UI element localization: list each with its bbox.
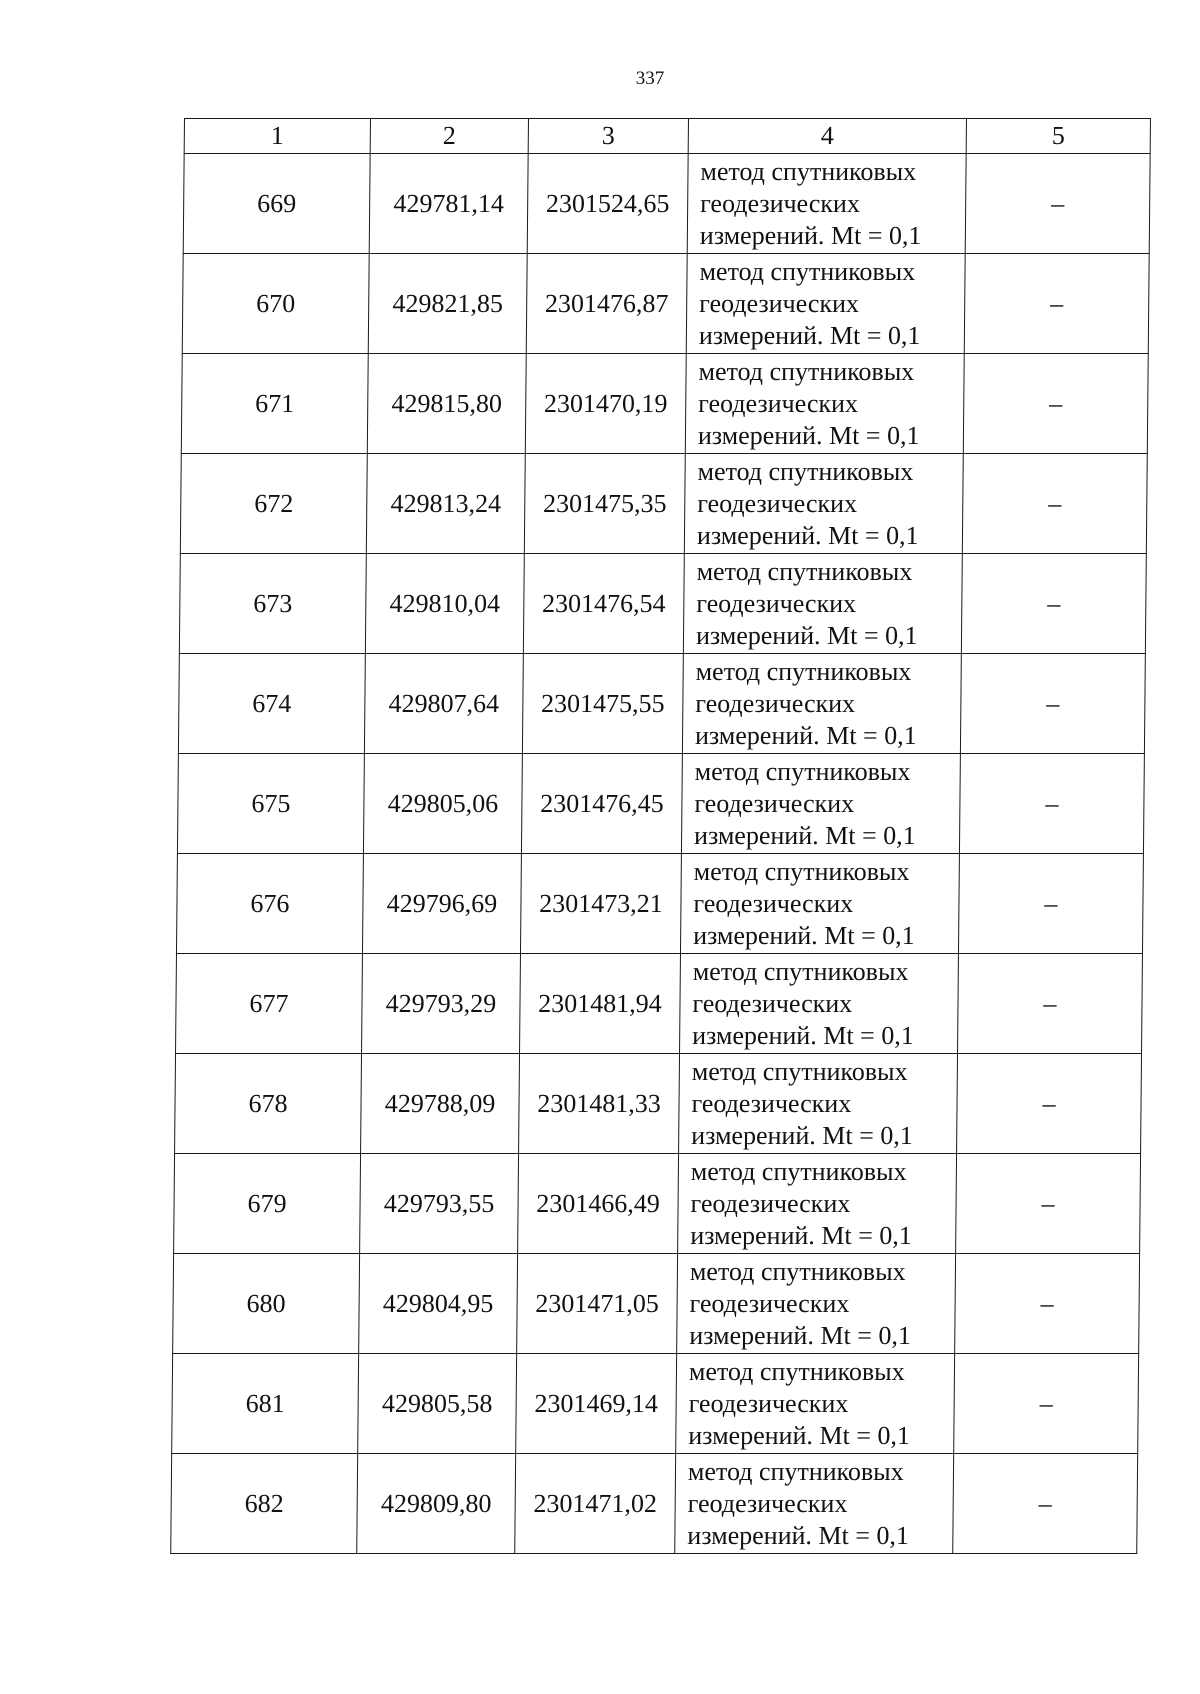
point-number-cell: 678 (175, 1054, 362, 1154)
note-cell: – (960, 654, 1145, 754)
method-text-line: измерений. Mt = 0,1 (688, 1420, 911, 1450)
method-text-line: геодезических (696, 588, 857, 618)
header-col-5: 5 (966, 119, 1150, 154)
table-row (182, 254, 1149, 354)
y-coordinate-cell: 2301476,87 (526, 254, 687, 354)
method-cell (687, 154, 966, 254)
x-coordinate-cell: 429809,80 (357, 1454, 516, 1554)
x-coordinate-cell: 429805,58 (358, 1354, 517, 1454)
method-text-line: геодезических (689, 1288, 850, 1318)
y-coordinate-cell: 2301481,94 (520, 954, 681, 1054)
method-text-line: геодезических (690, 1188, 851, 1218)
method-text-line: метод спутниковых (695, 656, 912, 686)
method-text-line: метод спутниковых (688, 1356, 905, 1386)
x-coordinate-cell: 429810,04 (365, 554, 524, 654)
method-text-line: измерений. Mt = 0,1 (698, 320, 921, 350)
method-text-line: метод спутниковых (687, 1456, 904, 1486)
method-text-line: метод спутниковых (699, 256, 916, 286)
point-number-cell: 680 (173, 1254, 360, 1354)
table-row (176, 954, 1143, 1054)
x-coordinate-cell: 429796,69 (362, 854, 521, 954)
method-cell (681, 754, 960, 854)
point-number-cell: 676 (176, 854, 363, 954)
method-text-line: геодезических (693, 888, 854, 918)
method-text-line: метод спутниковых (690, 1156, 907, 1186)
method-text-line: измерений. Mt = 0,1 (692, 1020, 914, 1050)
table-row (172, 1354, 1139, 1454)
note-cell: – (954, 1354, 1139, 1454)
method-text-line: измерений. Mt = 0,1 (696, 520, 919, 550)
note-cell: – (961, 554, 1146, 654)
x-coordinate-cell: 429821,85 (368, 254, 527, 354)
method-text-line: измерений. Mt = 0,1 (693, 820, 916, 850)
method-text-line: измерений. Mt = 0,1 (687, 1520, 910, 1550)
header-col-4: 4 (688, 119, 966, 154)
note-cell: – (962, 454, 1147, 554)
note-cell: – (955, 1254, 1140, 1354)
point-number-cell: 682 (171, 1454, 358, 1554)
y-coordinate-cell: 2301524,65 (527, 154, 688, 254)
method-cell (680, 854, 959, 954)
table-row (173, 1254, 1140, 1354)
x-coordinate-cell: 429788,09 (361, 1054, 520, 1154)
x-coordinate-cell: 429781,14 (369, 154, 528, 254)
y-coordinate-cell: 2301481,33 (519, 1054, 680, 1154)
method-text-line: измерений. Mt = 0,1 (694, 720, 917, 750)
note-cell: – (953, 1454, 1138, 1554)
table-row (183, 154, 1150, 254)
note-cell: – (958, 854, 1143, 954)
method-cell (675, 1454, 954, 1554)
method-text-line: измерений. Mt = 0,1 (695, 620, 918, 650)
method-text-line: геодезических (691, 1088, 852, 1118)
point-number-cell: 674 (178, 654, 365, 754)
method-text-line: геодезических (687, 1488, 848, 1518)
method-text-line: геодезических (692, 988, 853, 1018)
method-text-line: измерений. Mt = 0,1 (699, 220, 922, 250)
y-coordinate-cell: 2301473,21 (520, 854, 681, 954)
method-text-line: метод спутниковых (692, 956, 909, 986)
y-coordinate-cell: 2301470,19 (525, 354, 686, 454)
method-cell (679, 1054, 958, 1154)
header-col-3: 3 (528, 119, 688, 154)
method-cell (677, 1254, 956, 1354)
point-number-cell: 673 (179, 554, 366, 654)
note-cell: – (958, 954, 1143, 1054)
table-row (179, 554, 1146, 654)
y-coordinate-cell: 2301466,49 (518, 1154, 679, 1254)
method-text-line: геодезических (694, 788, 855, 818)
header-row (184, 119, 1150, 154)
point-number-cell: 681 (172, 1354, 359, 1454)
note-cell: – (965, 154, 1150, 254)
method-text-line: измерений. Mt = 0,1 (691, 1120, 913, 1150)
point-number-cell: 675 (177, 754, 364, 854)
method-cell (680, 954, 959, 1054)
note-cell: – (964, 254, 1149, 354)
method-text-line: измерений. Mt = 0,1 (697, 420, 920, 450)
method-text-line: геодезических (695, 688, 856, 718)
method-cell (676, 1354, 955, 1454)
method-cell (685, 354, 964, 454)
method-text-line: метод спутниковых (693, 856, 910, 886)
method-text-line: измерений. Mt = 0,1 (690, 1220, 913, 1250)
note-cell: – (963, 354, 1148, 454)
table-row (175, 1054, 1142, 1154)
method-text-line: геодезических (700, 188, 861, 218)
method-text-line: измерений. Mt = 0,1 (693, 920, 915, 950)
x-coordinate-cell: 429813,24 (366, 454, 525, 554)
table-row (181, 354, 1148, 454)
table-row (177, 754, 1144, 854)
table-row (171, 1454, 1138, 1554)
header-col-2: 2 (370, 119, 528, 154)
y-coordinate-cell: 2301471,05 (517, 1254, 678, 1354)
x-coordinate-cell: 429793,55 (360, 1154, 519, 1254)
method-text-line: метод спутниковых (697, 456, 914, 486)
x-coordinate-cell: 429805,06 (363, 754, 522, 854)
table-row (178, 654, 1145, 754)
coordinates-table (170, 118, 1151, 1554)
table-row (174, 1154, 1141, 1254)
method-text-line: геодезических (699, 288, 860, 318)
note-cell: – (957, 1054, 1142, 1154)
y-coordinate-cell: 2301476,45 (521, 754, 682, 854)
x-coordinate-cell: 429804,95 (359, 1254, 518, 1354)
method-text-line: метод спутниковых (691, 1056, 908, 1086)
method-text-line: метод спутниковых (696, 556, 913, 586)
y-coordinate-cell: 2301471,02 (515, 1454, 676, 1554)
method-cell (682, 654, 961, 754)
method-text-line: метод спутниковых (694, 756, 911, 786)
method-cell (686, 254, 965, 354)
table-row (180, 454, 1147, 554)
y-coordinate-cell: 2301475,35 (524, 454, 685, 554)
table-row (176, 854, 1143, 954)
note-cell: – (956, 1154, 1141, 1254)
y-coordinate-cell: 2301476,54 (523, 554, 684, 654)
page-number: 337 (635, 68, 665, 89)
method-text-line: геодезических (688, 1388, 849, 1418)
method-cell (678, 1154, 957, 1254)
table-body (171, 154, 1150, 1554)
note-cell: – (959, 754, 1144, 854)
point-number-cell: 679 (174, 1154, 361, 1254)
header-col-1: 1 (184, 119, 370, 154)
x-coordinate-cell: 429815,80 (367, 354, 526, 454)
method-text-line: геодезических (698, 388, 859, 418)
point-number-cell: 670 (182, 254, 369, 354)
method-cell (684, 454, 963, 554)
y-coordinate-cell: 2301475,55 (522, 654, 683, 754)
y-coordinate-cell: 2301469,14 (516, 1354, 677, 1454)
point-number-cell: 677 (176, 954, 363, 1054)
method-text-line: метод спутниковых (689, 1256, 906, 1286)
x-coordinate-cell: 429807,64 (364, 654, 523, 754)
table-header (184, 119, 1150, 154)
x-coordinate-cell: 429793,29 (362, 954, 521, 1054)
method-text-line: метод спутниковых (700, 156, 917, 186)
method-text-line: метод спутниковых (698, 356, 915, 386)
method-cell (683, 554, 962, 654)
method-text-line: геодезических (697, 488, 858, 518)
method-text-line: измерений. Mt = 0,1 (689, 1320, 912, 1350)
point-number-cell: 671 (181, 354, 368, 454)
point-number-cell: 669 (183, 154, 370, 254)
point-number-cell: 672 (180, 454, 367, 554)
